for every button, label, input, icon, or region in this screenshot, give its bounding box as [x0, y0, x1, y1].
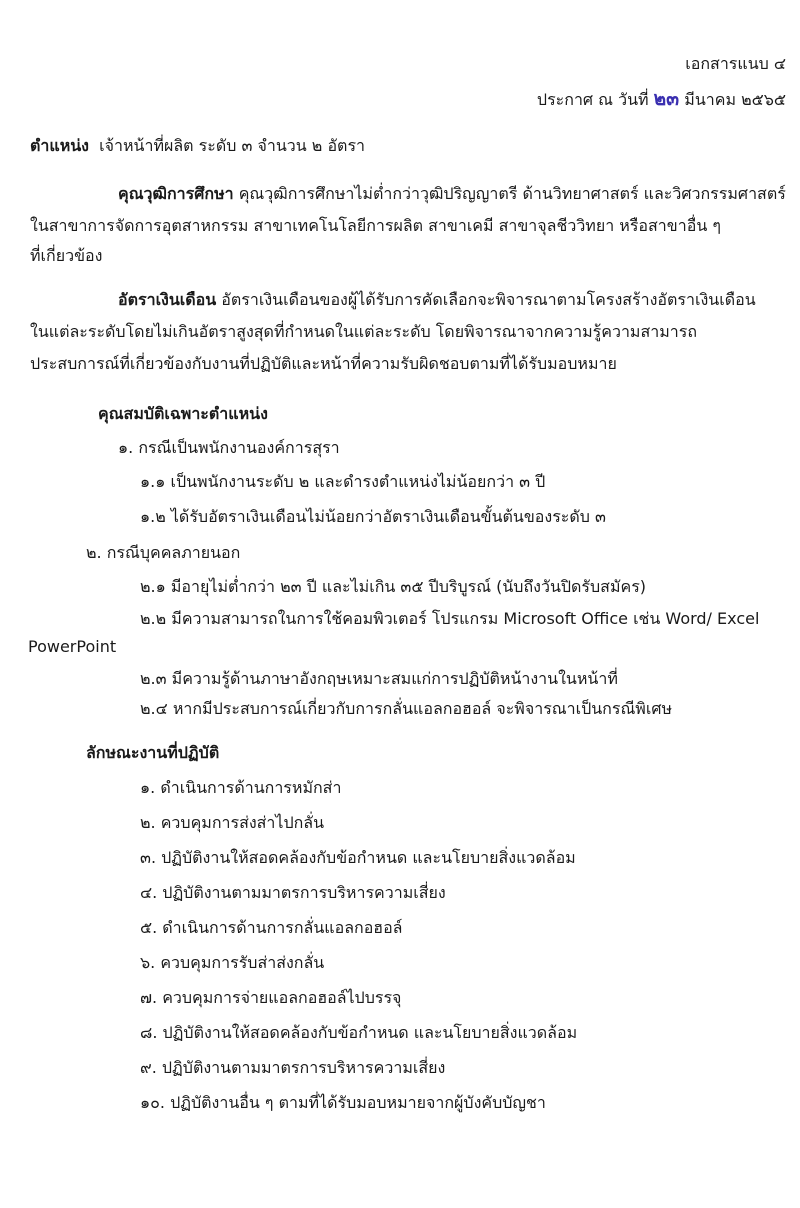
position-value: เจ้าหน้าที่ผลิต ระดับ ๓ จำนวน ๒ อัตรา [99, 136, 366, 155]
duty-item: ๑. ดำเนินการด้านการหมักส่า [140, 778, 342, 797]
qualifications-heading: คุณสมบัติเฉพาะตำแหน่ง [98, 404, 268, 423]
case2-item-continuation: PowerPoint [28, 637, 117, 656]
case2-item: ๒.๔ หากมีประสบการณ์เกี่ยวกับการกลั่นแอลกอฮอล์ จะพิจารณาเป็นกรณีพิเศษ [140, 699, 673, 718]
case1-item: ๑.๑ เป็นพนักงานระดับ ๒ และดำรงตำแหน่งไม่น้อยกว่า ๓ ปี [140, 472, 546, 491]
position-label: ตำแหน่ง [30, 136, 89, 155]
case2-item: ๒.๑ มีอายุไม่ต่ำกว่า ๒๓ ปี และไม่เกิน ๓๕ ปีบริบูรณ์ (นับถึงวันปิดรับสมัคร) [140, 577, 647, 596]
announce-prefix: ประกาศ ณ วันที่ [536, 90, 649, 109]
education-line-2: ในสาขาการจัดการอุตสาหกรรม สาขาเทคโนโลยีการผลิต สาขาเคมี สาขาจุลชีววิทยา หรือสาขาอื่น ๆ [30, 216, 721, 235]
case1-item: ๑.๒ ได้รับอัตราเงินเดือนไม่น้อยกว่าอัตราเงินเดือนขั้นต้นของระดับ ๓ [140, 507, 606, 526]
duty-item: ๘. ปฏิบัติงานให้สอดคล้องกับข้อกำหนด และนโยบายสิ่งแวดล้อม [140, 1023, 578, 1042]
duty-item: ๑๐. ปฏิบัติงานอื่น ๆ ตามที่ได้รับมอบหมายจากผู้บังคับบัญชา [140, 1093, 546, 1112]
duty-item: ๔. ปฏิบัติงานตามมาตรการบริหารความเสี่ยง [140, 883, 446, 902]
duty-item: ๓. ปฏิบัติงานให้สอดคล้องกับข้อกำหนด และนโยบายสิ่งแวดล้อม [140, 848, 576, 867]
duty-item: ๖. ควบคุมการรับส่าส่งกลั่น [140, 953, 325, 972]
education-line-3: ที่เกี่ยวข้อง [30, 246, 103, 265]
salary-line-3: ประสบการณ์ที่เกี่ยวข้องกับงานที่ปฏิบัติและหน้าที่ความรับผิดชอบตามที่ได้รับมอบหมาย [30, 354, 617, 373]
announce-month-year: มีนาคม ๒๕๖๕ [684, 90, 786, 109]
case1-title: ๑. กรณีเป็นพนักงานองค์การสุรา [118, 438, 340, 457]
handwritten-day: ๒๓ [653, 88, 680, 110]
salary-line-1: อัตราเงินเดือน อัตราเงินเดือนของผู้ได้รับการคัดเลือกจะพิจารณาตามโครงสร้างอัตราเงินเดือน [118, 290, 756, 309]
salary-label: อัตราเงินเดือน [118, 290, 217, 309]
case2-item: ๒.๓ มีความรู้ด้านภาษาอังกฤษเหมาะสมแก่การปฏิบัติหน้างานในหน้าที่ [140, 669, 618, 688]
duty-item: ๗. ควบคุมการจ่ายแอลกอฮอล์ไปบรรจุ [140, 988, 402, 1007]
education-line-1: คุณวุฒิการศึกษา คุณวุฒิการศึกษาไม่ต่ำกว่าวุฒิปริญญาตรี ด้านวิทยาศาสตร์ และวิศวกรรมศาสตร์ [118, 184, 786, 203]
position-line [30, 134, 365, 159]
duty-item: ๒. ควบคุมการส่งส่าไปกลั่น [140, 813, 325, 832]
duty-item: ๕. ดำเนินการด้านการกลั่นแอลกอฮอล์ [140, 918, 403, 937]
announcement-date [537, 84, 786, 114]
duty-item: ๙. ปฏิบัติงานตามมาตรการบริหารความเสี่ยง [140, 1058, 446, 1077]
attachment-label: เอกสารแนบ ๔ [685, 54, 786, 73]
case2-item: ๒.๒ มีความสามารถในการใช้คอมพิวเตอร์ โปรแกรม Microsoft Office เช่น Word/ Excel [140, 609, 760, 628]
education-label: คุณวุฒิการศึกษา [118, 184, 234, 203]
salary-line-2: ในแต่ละระดับโดยไม่เกินอัตราสูงสุดที่กำหนดในแต่ละระดับ โดยพิจารณาจากความรู้ความสามารถ [30, 322, 698, 341]
case2-title: ๒. กรณีบุคคลภายนอก [86, 543, 241, 562]
duties-heading: ลักษณะงานที่ปฏิบัติ [86, 743, 220, 762]
